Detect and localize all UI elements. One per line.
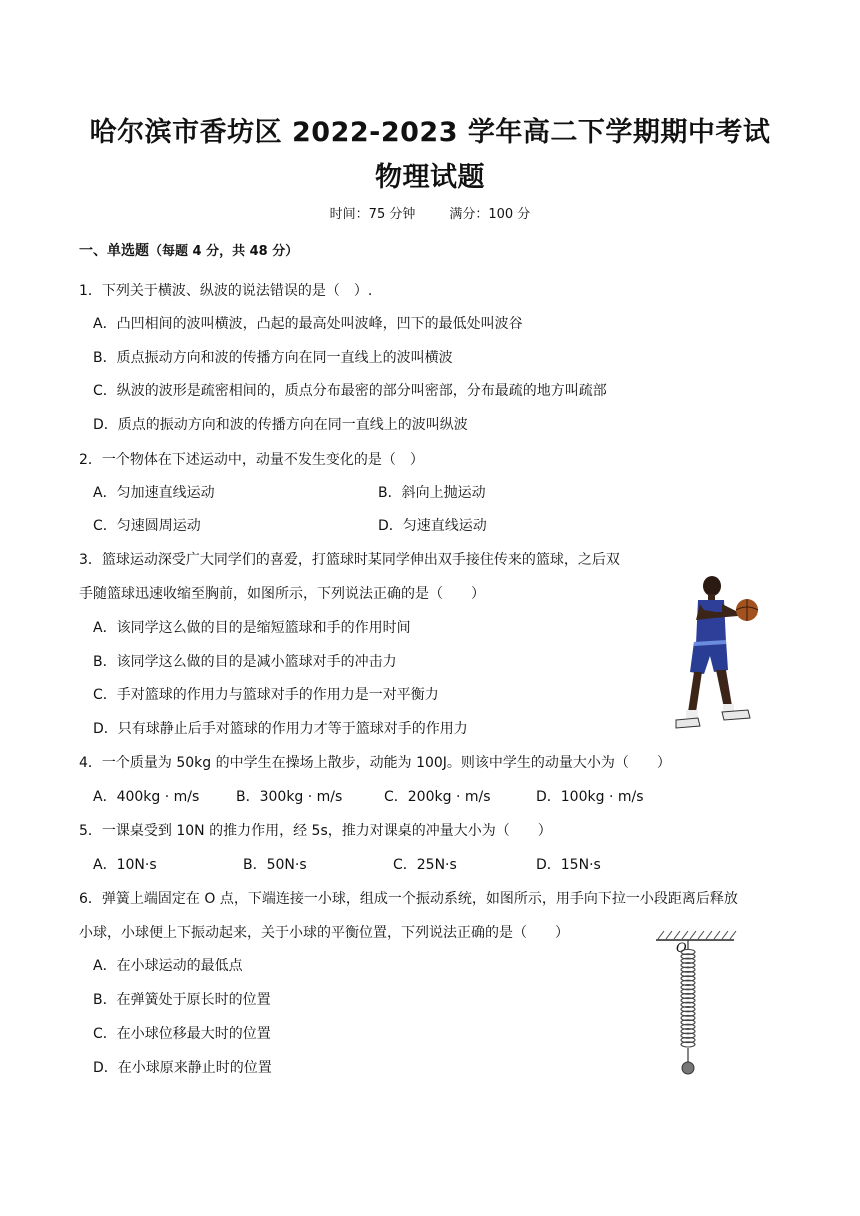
- spring-figure: [650, 926, 740, 1081]
- question-option: D．15N·s: [536, 857, 601, 873]
- question-option: C．25N·s: [393, 857, 457, 873]
- question-option: A．该同学这么做的目的是缩短篮球和手的作用时间: [93, 620, 411, 636]
- section-note: （每题 4 分，共 48 分）: [149, 244, 299, 259]
- question-stem: 手随篮球迅速收缩至胸前，如图所示，下列说法正确的是（ ）: [79, 586, 485, 602]
- question-option: B．质点振动方向和波的传播方向在同一直线上的波叫横波: [93, 350, 453, 366]
- question-option: A．凸凹相间的波叫横波，凸起的最高处叫波峰，凹下的最低处叫波谷: [93, 316, 523, 332]
- exam-title: 哈尔滨市香坊区 2022-2023 学年高二下学期期中考试: [89, 117, 771, 148]
- question-option: B．该同学这么做的目的是减小篮球对手的冲击力: [93, 654, 397, 670]
- question-option: B．在弹簧处于原长时的位置: [93, 992, 271, 1008]
- question-option: C．在小球位移最大时的位置: [93, 1026, 271, 1042]
- question-option: A．400kg · m/s: [93, 789, 200, 805]
- question-stem: 5．一课桌受到 10N 的推力作用，经 5s，推力对课桌的冲量大小为（ ）: [79, 823, 552, 839]
- question-option: B．斜向上抛运动: [378, 485, 486, 501]
- question-option: C．匀速圆周运动: [93, 518, 201, 534]
- question-stem: 1．下列关于横波、纵波的说法错误的是（ ）.: [79, 283, 373, 299]
- ball: [682, 1062, 694, 1074]
- question-option: D．匀速直线运动: [378, 518, 487, 534]
- question-stem: 2．一个物体在下述运动中，动量不发生变化的是（ ）: [79, 452, 424, 468]
- section-heading: [79, 241, 298, 262]
- basketball-player-figure: [668, 570, 768, 740]
- question-stem: 6．弹簧上端固定在 O 点，下端连接一小球，组成一个振动系统，如图所示，用手向下拉一小段距离后释放: [79, 891, 738, 907]
- question-stem: 3．篮球运动深受广大同学们的喜爱，打篮球时某同学伸出双手接住传来的篮球，之后双: [79, 552, 620, 568]
- question-option: D．质点的振动方向和波的传播方向在同一直线上的波叫纵波: [93, 417, 468, 433]
- exam-time: 时间：75 分钟: [329, 207, 416, 222]
- question-stem: 4．一个质量为 50kg 的中学生在操场上散步，动能为 100J。则该中学生的动量大小为（ ）: [79, 755, 671, 771]
- exam-score: 满分：100 分: [449, 207, 531, 222]
- question-option: D．100kg · m/s: [536, 789, 644, 805]
- question-option: D．只有球静止后手对篮球的作用力才等于篮球对手的作用力: [93, 721, 468, 737]
- exam-meta: [0, 203, 860, 222]
- question-option: B．300kg · m/s: [236, 789, 343, 805]
- question-stem: 小球，小球便上下振动起来，关于小球的平衡位置，下列说法正确的是（ ）: [79, 925, 569, 941]
- question-option: B．50N·s: [243, 857, 307, 873]
- exam-subtitle: 物理试题: [375, 162, 485, 193]
- question-option: C．手对篮球的作用力与篮球对手的作用力是一对平衡力: [93, 687, 439, 703]
- question-option: A．匀加速直线运动: [93, 485, 215, 501]
- point-o-label: O: [676, 941, 687, 956]
- question-option: C．200kg · m/s: [384, 789, 491, 805]
- question-option: A．10N·s: [93, 857, 157, 873]
- section-title: 一、单选题: [79, 243, 149, 259]
- question-option: A．在小球运动的最低点: [93, 958, 243, 974]
- question-option: D．在小球原来静止时的位置: [93, 1060, 272, 1076]
- question-option: C．纵波的波形是疏密相间的，质点分布最密的部分叫密部，分布最疏的地方叫疏部: [93, 383, 607, 399]
